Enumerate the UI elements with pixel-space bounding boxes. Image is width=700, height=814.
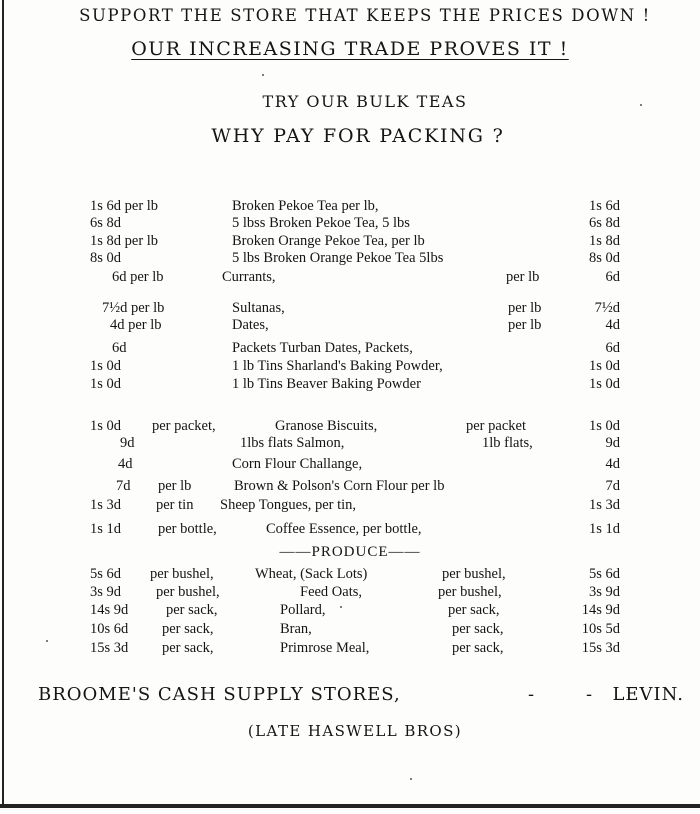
row-unit: per packet [466, 418, 526, 434]
row-per: per sack, [162, 640, 214, 656]
print-speck [46, 640, 48, 642]
price-row [0, 269, 700, 289]
row-item: Brown & Polson's Corn Flour per lb [234, 478, 445, 494]
price-row [0, 317, 700, 337]
price-row [0, 521, 700, 541]
row-unit: per lb [508, 300, 542, 316]
row-price: 5s 6d [90, 566, 122, 582]
row-unit: per sack, [452, 621, 504, 637]
row-item: Coffee Essence, per bottle, [266, 521, 422, 537]
row-item: Bran, [280, 621, 312, 637]
price-row [0, 215, 700, 235]
row-item: Feed Oats, [300, 584, 363, 600]
row-per: per bushel, [156, 584, 220, 600]
price-row [0, 497, 700, 517]
row-item: Granose Biscuits, [275, 418, 378, 434]
row-price: 8s 0d [90, 250, 122, 266]
row-item: 1 lb Tins Sharland's Baking Powder, [232, 358, 443, 374]
row-price: 1s 3d [90, 497, 122, 513]
row-right-price: 6d [605, 269, 620, 285]
price-row [0, 358, 700, 378]
row-item: Broken Pekoe Tea per lb, [232, 198, 379, 214]
footer-dash: - [586, 684, 594, 705]
price-row [0, 376, 700, 396]
store-name: BROOME'S CASH SUPPLY STORES, [38, 684, 401, 705]
row-price: 1s 6d per lb [90, 198, 159, 214]
produce-heading: ——PRODUCE—— [279, 544, 421, 560]
row-price: 1s 0d [90, 418, 122, 434]
row-price: 7½d per lb [102, 300, 165, 316]
row-price: 1s 0d [90, 376, 122, 392]
row-per: per lb [158, 478, 192, 494]
row-price: 4d per lb [110, 317, 162, 333]
row-right-price: 10s 5d [581, 621, 620, 637]
row-price: 1s 1d [90, 521, 122, 537]
row-unit: per lb [506, 269, 540, 285]
row-item: Currants, [222, 269, 276, 285]
headline-increasing-trade: OUR INCREASING TRADE PROVES IT ! [131, 38, 569, 60]
row-right-price: 4d [605, 456, 620, 472]
row-unit: 1lb flats, [482, 435, 533, 451]
print-speck [640, 104, 642, 106]
row-item: Wheat, (Sack Lots) [255, 566, 368, 582]
footer-dash: - [528, 684, 536, 705]
row-right-price: 6s 8d [588, 215, 620, 231]
row-per: per bushel, [150, 566, 214, 582]
row-per: per sack, [166, 602, 218, 618]
row-item: Pollard, [280, 602, 326, 618]
row-right-price: 7d [605, 478, 620, 494]
row-right-price: 15s 3d [581, 640, 620, 656]
row-item: Sheep Tongues, per tin, [220, 497, 357, 513]
row-item: Broken Orange Pekoe Tea, per lb [232, 233, 425, 249]
headline-bulk-teas: TRY OUR BULK TEAS [262, 92, 468, 111]
row-unit: per bushel, [442, 566, 506, 582]
row-per: per tin [156, 497, 194, 513]
row-per: per packet, [152, 418, 216, 434]
row-right-price: 1s 8d [588, 233, 620, 249]
row-right-price: 7½d [594, 300, 620, 316]
print-speck [340, 606, 342, 608]
row-price: 10s 6d [90, 621, 129, 637]
left-border-rule [2, 0, 4, 808]
row-item: Dates, [232, 317, 269, 333]
headline-why-pay: WHY PAY FOR PACKING ? [211, 125, 505, 147]
row-unit: per sack, [448, 602, 500, 618]
row-right-price: 8s 0d [588, 250, 620, 266]
row-unit: per bushel, [438, 584, 502, 600]
store-formerly: (LATE HASWELL BROS) [247, 722, 463, 740]
row-price: 15s 3d [90, 640, 129, 656]
row-right-price: 1s 0d [588, 358, 620, 374]
row-price: 4d [118, 456, 133, 472]
row-item: 1lbs flats Salmon, [240, 435, 345, 451]
headline-support-store: SUPPORT THE STORE THAT KEEPS THE PRICES DOWN ! [79, 6, 651, 25]
row-price: 14s 9d [90, 602, 129, 618]
price-row [0, 340, 700, 360]
row-price: 9d [120, 435, 135, 451]
print-speck [262, 74, 264, 76]
price-row [0, 478, 700, 498]
row-right-price: 9d [605, 435, 620, 451]
row-right-price: 1s 3d [588, 497, 620, 513]
row-item: 5 lbss Broken Pekoe Tea, 5 lbs [232, 215, 410, 231]
row-right-price: 5s 6d [588, 566, 620, 582]
price-row [0, 621, 700, 641]
price-row [0, 566, 700, 586]
row-item: Packets Turban Dates, Packets, [232, 340, 413, 356]
row-right-price: 1s 6d [588, 198, 620, 214]
store-town: LEVIN. [612, 684, 684, 705]
row-unit: per sack, [452, 640, 504, 656]
row-item: Sultanas, [232, 300, 285, 316]
row-item: 5 lbs Broken Orange Pekoe Tea 5lbs [232, 250, 444, 266]
row-price: 6s 8d [90, 215, 122, 231]
row-price: 7d [116, 478, 131, 494]
row-item: Corn Flour Challange, [232, 456, 363, 472]
row-right-price: 4d [605, 317, 620, 333]
row-price: 3s 9d [90, 584, 122, 600]
row-item: Primrose Meal, [280, 640, 370, 656]
row-per: per bottle, [158, 521, 217, 537]
row-per: per sack, [162, 621, 214, 637]
row-right-price: 1s 0d [588, 418, 620, 434]
row-unit: per lb [508, 317, 542, 333]
price-row [0, 435, 700, 455]
price-row [0, 602, 700, 622]
row-right-price: 1s 0d [588, 376, 620, 392]
row-price: 1s 8d per lb [90, 233, 159, 249]
row-item: 1 lb Tins Beaver Baking Powder [232, 376, 421, 392]
print-speck [410, 778, 412, 780]
price-row [0, 640, 700, 660]
row-right-price: 3s 9d [588, 584, 620, 600]
row-right-price: 1s 1d [588, 521, 620, 537]
row-price: 1s 0d [90, 358, 122, 374]
row-right-price: 6d [605, 340, 620, 356]
row-price: 6d [112, 340, 127, 356]
price-row [0, 584, 700, 604]
row-right-price: 14s 9d [581, 602, 620, 618]
row-price: 6d per lb [112, 269, 164, 285]
bottom-border-rule [0, 804, 700, 808]
price-row [0, 456, 700, 476]
price-row [0, 250, 700, 270]
